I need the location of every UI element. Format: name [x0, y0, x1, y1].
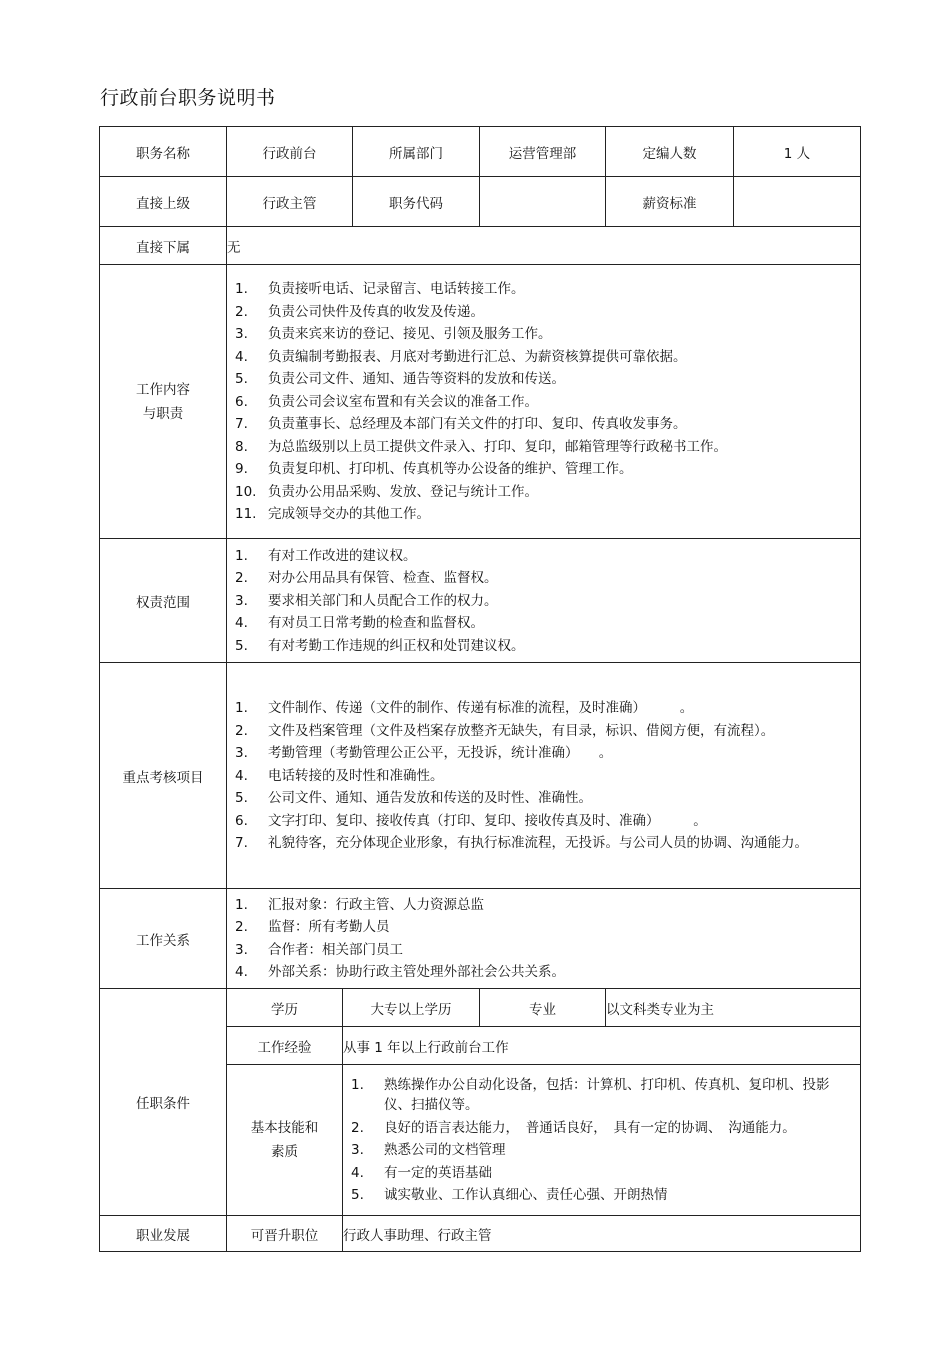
authority-item-text: 有对工作改进的建议权。 [268, 547, 417, 564]
position-code-value [480, 177, 606, 227]
department-label: 所属部门 [353, 127, 480, 177]
row-education [100, 989, 861, 1027]
relation-item [235, 895, 852, 915]
headcount-label: 定编人数 [606, 127, 734, 177]
duty-item-text: 负责来宾来访的登记、接见、引领及服务工作。 [268, 326, 552, 342]
relation-item-number: 2. [235, 919, 248, 936]
subordinates-value: 无 [227, 227, 861, 265]
skill-item [351, 1185, 854, 1205]
kpi-item-number: 5. [235, 790, 248, 806]
duty-items [227, 274, 860, 530]
authority-item-number: 1. [235, 547, 248, 564]
education-value: 大专以上学历 [343, 989, 480, 1027]
authority-item [235, 591, 852, 611]
duty-item-text: 负责公司文件、通知、通告等资料的发放和传送。 [268, 371, 565, 387]
duty-item-number: 4. [235, 348, 248, 365]
relation-items [227, 889, 860, 988]
kpi-label: 重点考核项目 [100, 663, 227, 889]
skill-item-number: 5. [351, 1187, 364, 1203]
skill-item-number: 3. [351, 1142, 364, 1158]
row-authority [100, 539, 861, 663]
major-label: 专业 [480, 989, 606, 1027]
duties-label-line2: 与职责 [142, 405, 184, 422]
job-description-table [99, 126, 861, 1252]
row-kpi [100, 663, 861, 889]
kpi-item-number: 7. [235, 835, 248, 851]
promotion-label: 可晋升职位 [227, 1216, 343, 1252]
authority-item-number: 2. [235, 570, 248, 586]
relation-item-number: 1. [235, 896, 248, 913]
duty-item-number: 11. [235, 506, 257, 522]
kpi-item-text: 礼貌待客，充分体现企业形象，有执行标准流程，无投诉。与公司人员的协调、沟通能力。 [268, 835, 808, 851]
row-subordinates [100, 227, 861, 265]
experience-value: 从事 1 年以上行政前台工作 [343, 1027, 861, 1065]
salary-value [734, 177, 861, 227]
skills-label [227, 1065, 343, 1216]
duties-label-line1: 工作内容 [136, 381, 190, 398]
row-duties [100, 265, 861, 539]
duty-item-number: 8. [235, 438, 248, 455]
skill-item-number: 4. [351, 1164, 364, 1181]
authority-item-text: 有对考勤工作违规的纠正权和处罚建议权。 [268, 637, 525, 654]
kpi-item-text: 文件制作、传递（文件的制作、传递有标准的流程，及时准确） 。 [268, 700, 694, 716]
skill-item [351, 1163, 854, 1183]
authority-item [235, 636, 852, 656]
skill-item-number: 1. [351, 1077, 364, 1093]
supervisor-value: 行政主管 [227, 177, 353, 227]
duty-item-number: 6. [235, 393, 248, 410]
qualifications-label: 任职条件 [100, 989, 227, 1216]
row-career [100, 1216, 861, 1252]
authority-item [235, 568, 852, 588]
kpi-item [235, 721, 852, 741]
duty-item-number: 5. [235, 371, 248, 387]
duty-item [235, 414, 852, 434]
duty-item [235, 504, 852, 524]
kpi-item [235, 766, 852, 786]
authority-label: 权责范围 [100, 539, 227, 663]
skill-item-text: 良好的语言表达能力， 普通话良好， 具有一定的协调、 沟通能力。 [384, 1119, 796, 1136]
relation-item-text: 监督：所有考勤人员 [268, 919, 390, 936]
kpi-item-text: 电话转接的及时性和准确性。 [268, 767, 444, 784]
duty-item-number: 9. [235, 461, 248, 477]
kpi-item [235, 743, 852, 763]
education-label: 学历 [227, 989, 343, 1027]
duty-item [235, 392, 852, 412]
position-name-value: 行政前台 [227, 127, 353, 177]
duty-item [235, 482, 852, 502]
supervisor-label: 直接上级 [100, 177, 227, 227]
skill-item-text: 熟悉公司的文档管理 [384, 1142, 506, 1158]
skill-item-number: 2. [351, 1119, 364, 1136]
relation-item [235, 940, 852, 960]
duty-item-text: 负责办公用品采购、发放、登记与统计工作。 [268, 483, 538, 500]
position-code-label: 职务代码 [353, 177, 480, 227]
authority-item-text: 对办公用品具有保管、检查、监督权。 [268, 570, 498, 586]
document-title: 行政前台职务说明书 [100, 87, 276, 109]
duty-item-text: 为总监级别以上员工提供文件录入、打印、复印，邮箱管理等行政秘书工作。 [268, 438, 727, 455]
duties-list [227, 265, 861, 539]
authority-item-text: 要求相关部门和人员配合工作的权力。 [268, 592, 498, 609]
relation-item-text: 合作者：相关部门员工 [268, 941, 403, 958]
career-label: 职业发展 [100, 1216, 227, 1252]
duty-item-text: 完成领导交办的其他工作。 [268, 506, 430, 522]
duty-item-text: 负责董事长、总经理及本部门有关文件的打印、复印、传真收发事务。 [268, 416, 687, 432]
kpi-item-text: 文件及档案管理（文件及档案存放整齐无缺失，有目录，标识、借阅方便，有流程）。 [268, 722, 775, 739]
duty-item [235, 279, 852, 299]
row-supervisor [100, 177, 861, 227]
kpi-item-text: 公司文件、通知、通告发放和传送的及时性、准确性。 [268, 790, 592, 806]
kpi-item [235, 698, 852, 718]
duty-item [235, 437, 852, 457]
duty-item [235, 347, 852, 367]
skill-items [343, 1070, 860, 1211]
department-value: 运营管理部 [480, 127, 606, 177]
duty-item [235, 324, 852, 344]
duty-item [235, 369, 852, 389]
relation-item [235, 917, 852, 937]
relation-item-number: 4. [235, 964, 248, 981]
salary-label: 薪资标准 [606, 177, 734, 227]
duty-item-number: 7. [235, 416, 248, 432]
authority-item [235, 613, 852, 633]
skills-label-line1: 基本技能和 [250, 1120, 319, 1136]
relation-item [235, 962, 852, 982]
skills-list [343, 1065, 861, 1216]
duty-item-number: 10. [235, 483, 257, 500]
authority-items [227, 540, 860, 661]
skill-item-text: 有一定的英语基础 [384, 1164, 492, 1181]
skill-item [351, 1140, 854, 1160]
relation-item-text: 汇报对象：行政主管、人力资源总监 [268, 896, 484, 913]
kpi-item-text: 文字打印、复印、接收传真（打印、复印、接收传真及时、准确） 。 [268, 812, 707, 829]
duty-item-text: 负责复印机、打印机、传真机等办公设备的维护、管理工作。 [268, 461, 633, 477]
authority-item [235, 546, 852, 566]
kpi-item-number: 2. [235, 722, 248, 739]
kpi-item-number: 6. [235, 812, 248, 829]
authority-item-text: 有对员工日常考勤的检查和监督权。 [268, 615, 484, 631]
promotion-value: 行政人事助理、行政主管 [343, 1216, 861, 1252]
duty-item-text: 负责接听电话、记录留言、电话转接工作。 [268, 281, 525, 297]
duty-item-text: 负责公司快件及传真的收发及传递。 [268, 303, 484, 320]
authority-list [227, 539, 861, 663]
kpi-item-text: 考勤管理（考勤管理公正公平，无投诉，统计准确） 。 [268, 745, 613, 761]
authority-item-number: 3. [235, 592, 248, 609]
skill-item-text: 熟练操作办公自动化设备，包括：计算机、打印机、传真机、复印机、投影仪、扫描仪等。 [384, 1077, 830, 1113]
kpi-items [227, 693, 860, 859]
duty-item [235, 302, 852, 322]
kpi-item-number: 1. [235, 700, 248, 716]
relation-item-text: 外部关系：协助行政主管处理外部社会公共关系。 [268, 964, 565, 981]
kpi-item-number: 3. [235, 745, 248, 761]
skill-item [351, 1075, 854, 1115]
duty-item-text: 负责编制考勤报表、月底对考勤进行汇总、为薪资核算提供可靠依据。 [268, 348, 687, 365]
authority-item-number: 4. [235, 615, 248, 631]
position-name-label: 职务名称 [100, 127, 227, 177]
duty-item-number: 2. [235, 303, 248, 320]
duty-item-text: 负责公司会议室布置和有关会议的准备工作。 [268, 393, 538, 410]
duty-item-number: 1. [235, 281, 248, 297]
skill-item-text: 诚实敬业、工作认真细心、责任心强、开朗热情 [384, 1187, 668, 1203]
relation-item-number: 3. [235, 941, 248, 958]
skills-label-line2: 素质 [271, 1144, 298, 1160]
duty-item-number: 3. [235, 326, 248, 342]
authority-item-number: 5. [235, 637, 248, 654]
kpi-item-number: 4. [235, 767, 248, 784]
duties-label [100, 265, 227, 539]
relations-label: 工作关系 [100, 889, 227, 989]
duty-item [235, 459, 852, 479]
kpi-item [235, 811, 852, 831]
row-basic-info [100, 127, 861, 177]
subordinates-label: 直接下属 [100, 227, 227, 265]
major-value: 以文科类专业为主 [606, 989, 861, 1027]
row-relations [100, 889, 861, 989]
experience-label: 工作经验 [227, 1027, 343, 1065]
kpi-list [227, 663, 861, 889]
headcount-value: 1 人 [734, 127, 861, 177]
relations-list [227, 889, 861, 989]
kpi-item [235, 788, 852, 808]
kpi-item [235, 833, 852, 853]
skill-item [351, 1118, 854, 1138]
